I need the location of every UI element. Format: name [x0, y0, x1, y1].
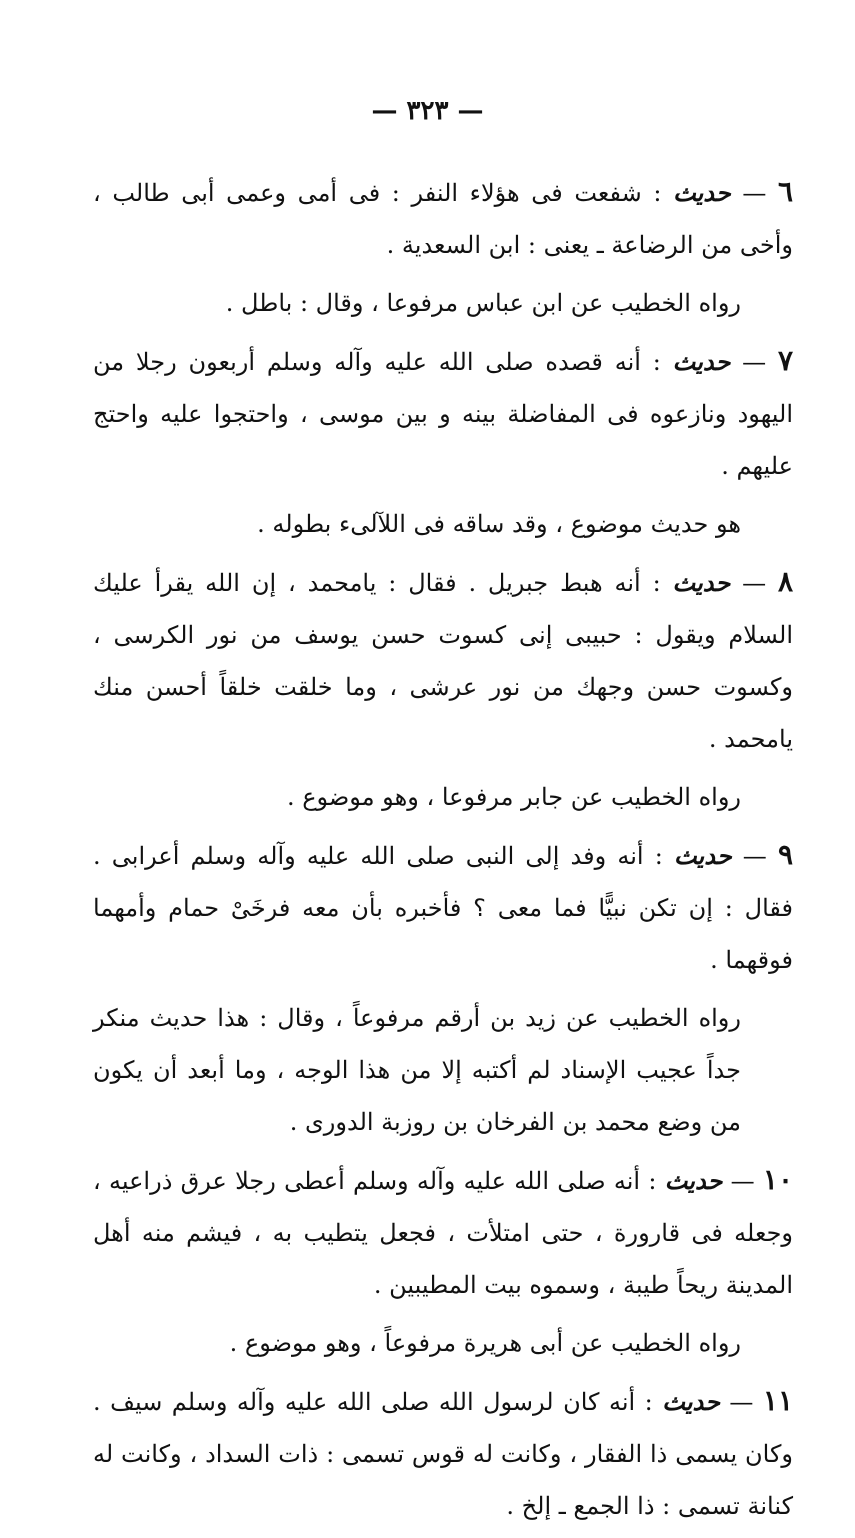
entry-text: : أنه كان لرسول الله صلى الله عليه وآله وسلم سيف . وكان يسمى ذا الفقار ، وكانت له قوس تسمى : ذات السداد ، وكانت له كنانة تسمى : ذا الجمع ـ إلخ . — [93, 1388, 793, 1520]
hadith-label: حديث — [672, 347, 731, 376]
entry-text: : أنه صلى الله عليه وآله وسلم أعطى رجلا عرق ذراعيه ، وجعله فى قارورة ، حتى امتلأت ، فجعل يتطيب به ، فيشم منه أهل المدينة ريحاً طيبة ، وسموه بيت المطيبين . — [93, 1167, 793, 1299]
hadith-entry: ٨ — حديث : أنه هبط جبريل . فقال : يامحمد ، إن الله يقرأ عليك السلام ويقول : حبيبى إنى كسوت حسن يوسف من نور الكرسى ، وكسوت حسن وجهك من نور عرشى ، وما خلقت خلقاً أحسن منك يامحمد . — [93, 565, 794, 753]
entry-text: : شفعت فى هؤلاء النفر : فى أمى وعمى أبى طالب ، وأخى من الرضاعة ـ يعنى : ابن السعدية . — [93, 179, 793, 259]
entry-number: ١٠ — [762, 1163, 793, 1196]
page-number: — ٣٢٣ — — [371, 96, 484, 126]
hadith-label: حديث — [662, 1387, 720, 1416]
entry-text: : أنه وفد إلى النبى صلى الله عليه وآله وسلم أعرابى . فقال : إن تكن نبيًّا فما معى ؟ فأخبره بأن معه فرخَىْ حمام وأمهما فوقهما . — [93, 842, 793, 974]
entry-number: ٩ — [777, 838, 793, 871]
hadith-entry: ٧ — حديث : أنه قصده صلى الله عليه وآله وسلم أربعون رجلا من اليهود ونازعوه فى المفاضلة بينه و بين موسى ، واحتجوا عليه واحتج عليهم . — [93, 344, 793, 480]
hadith-label: حديث — [673, 841, 732, 870]
hadith-entry: ٩ — حديث : أنه وفد إلى النبى صلى الله عليه وآله وسلم أعرابى . فقال : إن تكن نبيًّا فما معى ؟ فأخبره بأن معه فرخَىْ حمام وأمهما فوقهما . — [93, 838, 793, 974]
hadith-label: حديث — [672, 568, 731, 597]
entry-note: رواه الخطيب عن ابن عباس مرفوعا ، وقال : باطل . — [225, 289, 741, 317]
entry-text: : أنه هبط جبريل . فقال : يامحمد ، إن الله يقرأ عليك السلام ويقول : حبيبى إنى كسوت حسن يوسف من نور الكرسى ، وكسوت حسن وجهك من نور عرشى ، وما خلقت خلقاً أحسن منك يامحمد . — [93, 569, 793, 753]
entry-note: رواه الخطيب عن زيد بن أرقم مرفوعاً ، وقال : هذا حديث منكر جداً عجيب الإسناد لم أكتبه إلا من هذا الوجه ، وما أبعد أن يكون من وضع محمد بن الفرخان بن روزبة الدورى . — [93, 1004, 741, 1136]
hadith-entry: ١٠ — حديث : أنه صلى الله عليه وآله وسلم أعطى رجلا عرق ذراعيه ، وجعله فى قارورة ، حتى امتلأت ، فجعل يتطيب به ، فيشم منه أهل المدينة ريحاً طيبة ، وسموه بيت المطيبين . — [93, 1163, 793, 1299]
entry-number: ٨ — [777, 565, 794, 598]
hadith-label: حديث — [673, 178, 731, 207]
entry-number: ٦ — [777, 175, 793, 208]
entry-text: : أنه قصده صلى الله عليه وآله وسلم أربعون رجلا من اليهود ونازعوه فى المفاضلة بينه و بين موسى ، واحتجوا عليه واحتج عليهم . — [93, 348, 793, 480]
page-body — [93, 166, 793, 1538]
hadith-label: حديث — [664, 1166, 723, 1195]
hadith-entry: ٦ — حديث : شفعت فى هؤلاء النفر : فى أمى وعمى أبى طالب ، وأخى من الرضاعة ـ يعنى : ابن السعدية . — [93, 175, 793, 259]
entry-note: رواه الخطيب عن جابر مرفوعا ، وهو موضوع . — [286, 783, 741, 811]
entry-note: رواه الخطيب عن أبى هريرة مرفوعاً ، وهو موضوع . — [229, 1329, 741, 1357]
entry-number: ١١ — [762, 1384, 793, 1417]
hadith-entry: ١١ — حديث : أنه كان لرسول الله صلى الله عليه وآله وسلم سيف . وكان يسمى ذا الفقار ، وكانت له قوس تسمى : ذات السداد ، وكانت له كنانة تسمى : ذا الجمع ـ إلخ . — [93, 1384, 793, 1520]
entry-number: ٧ — [777, 344, 793, 377]
entry-note: هو حديث موضوع ، وقد ساقه فى اللآلىء بطوله . — [257, 510, 741, 538]
